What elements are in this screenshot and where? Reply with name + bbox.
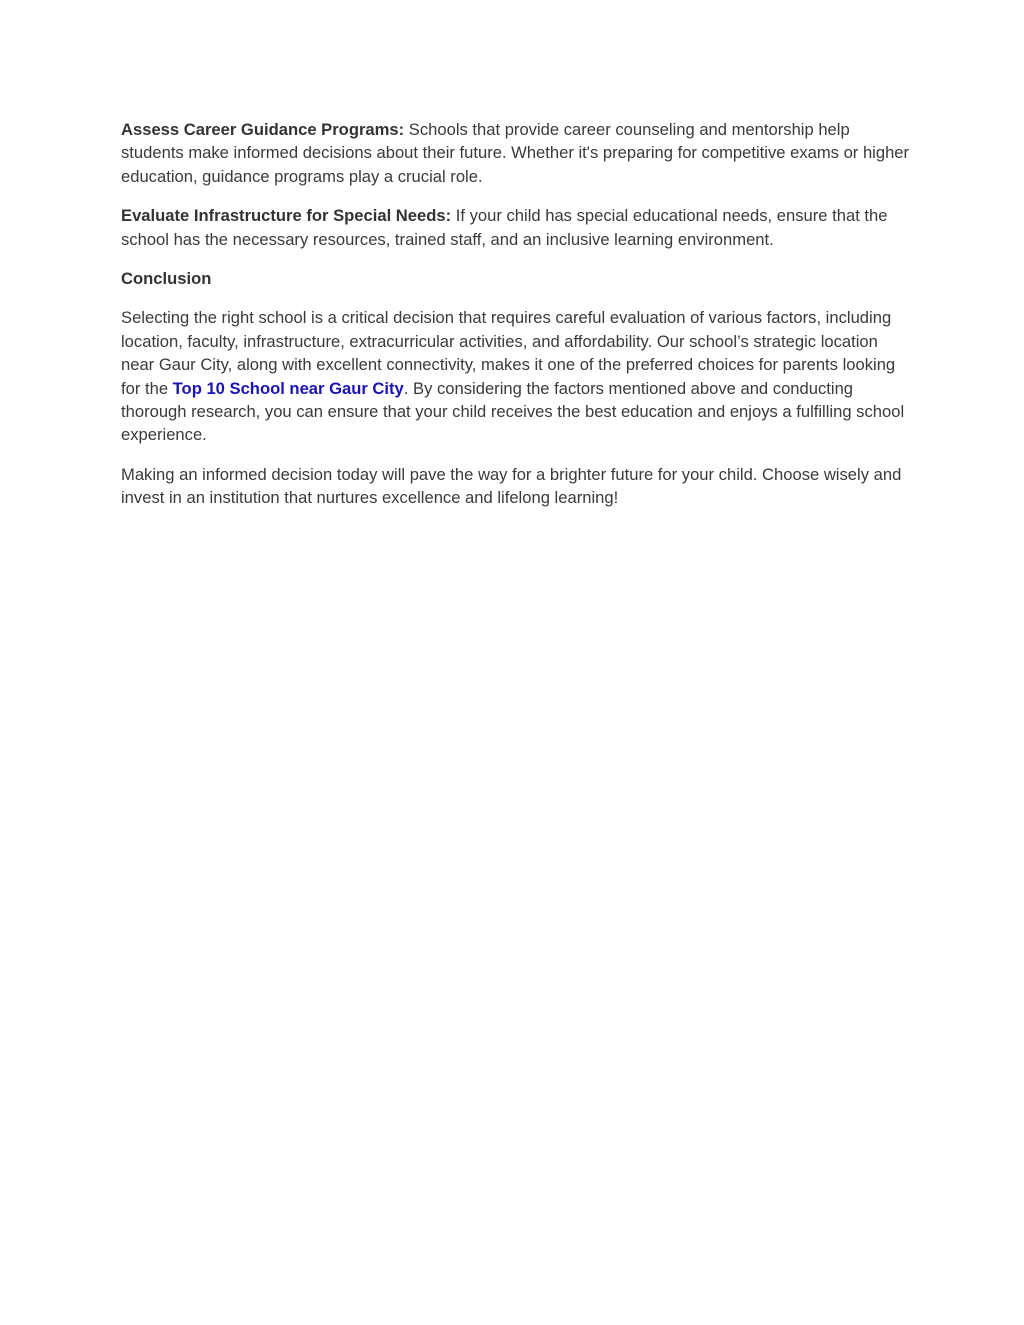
paragraph-special-needs bbox=[121, 204, 911, 251]
special-needs-lead: Evaluate Infrastructure for Special Needs: bbox=[121, 206, 452, 226]
document-page bbox=[121, 118, 911, 526]
conclusion-heading: Conclusion bbox=[121, 269, 212, 289]
paragraph-conclusion bbox=[121, 306, 911, 446]
top-10-school-link[interactable]: Top 10 School near Gaur City bbox=[172, 378, 404, 398]
paragraph-closing: Making an informed decision today will pave the way for a brighter future for your child. Choose wisely and invest in an institution that nurtures excellence and lifelong learning! bbox=[121, 464, 902, 508]
special-needs-text: If your child has special educational needs, ensure that the school has the necessary resources, trained staff, and an inclusive learning environment. bbox=[121, 206, 888, 249]
career-guidance-text: Schools that provide career counseling and mentorship help students make informed decisions about their future. Whether it's preparing for competitive exams or higher education, guidance programs play a crucial role. bbox=[121, 120, 910, 186]
conclusion-text-before-link: Selecting the right school is a critical decision that requires careful evaluation of various factors, including location, faculty, infrastructure, extracurricular activities, and affordability. Our school’s strategic location near Gaur City, along with excellent connectivity, makes it one of the preferred choices for parents looking for the bbox=[121, 308, 896, 398]
career-guidance-lead: Assess Career Guidance Programs: bbox=[121, 120, 405, 139]
conclusion-text-after-link: . By considering the factors mentioned above and conducting thorough research, you can ensure that your child receives the best education and enjoys a fulfilling school experience. bbox=[121, 378, 905, 445]
paragraph-career-guidance bbox=[121, 118, 911, 188]
